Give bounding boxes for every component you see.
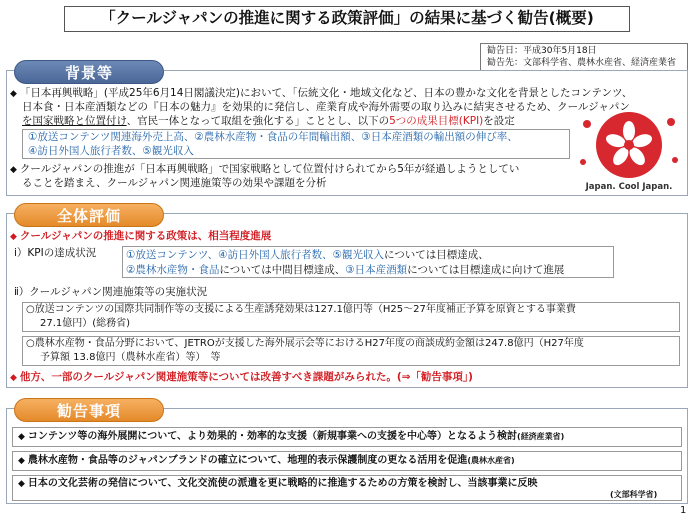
background-tab: 背景等 [14,60,164,84]
overall-headline: ◆ クールジャパンの推進に関する政策は、相当程度進展 [10,230,272,242]
measure-1-line-2: 27.1億円）(総務省) [40,318,131,329]
kpi-list-line-2: ④訪日外国人旅行者数、⑤観光収入 [28,145,194,157]
background-line-5: ることを踏まえ、クールジャパン関連施策等の効果や課題を分析 [22,177,327,189]
diamond-bullet-icon: ◆ [18,456,25,466]
kpi-status-label: ⅰ）KPIの達成状況 [14,247,97,259]
diamond-bullet-icon: ◆ [10,232,17,242]
recommendation-info-box [480,43,688,71]
background-line-3: を国家戦略と位置付け、官民一体となって取組を強化する」こととし、以下の5つの成果目標(KPI)を設定 [22,115,515,127]
overall-issue: ◆ 他方、一部のクールジャパン関連施策等については改善すべき課題がみられた。(⇒「勧告事項」) [10,371,473,383]
recommendation-recipients: 勧告先：文部科学省、農林水産省、経済産業省 [487,58,677,68]
kpi-list-line-1: ①放送コンテンツ関連海外売上高、②農林水産物・食品の年間輸出額、③日本産酒類の輸出額の伸び率、 [28,131,518,143]
measure-1-line-1: ○放送コンテンツの国際共同制作等の支援による生産誘発効果は127.1億円等（H25～27年度補正予算を原資とする事業費 [26,304,576,315]
recommendation-3: ◆ 日本の文化芸術の発信について、文化交流使の派遣を更に戦略的に推進するための方策を検討し、当該事業に反映 [18,478,538,489]
circle-bullet-icon: ○ [26,304,35,315]
cherry-blossom-logo-icon [573,110,685,180]
diamond-bullet-icon: ◆ [18,479,25,489]
recommendation-1: ◆ コンテンツ等の海外展開について、より効果的・効率的な支援（新規事業への支援を中心等）となるよう検討(経済産業省) [18,431,565,442]
logo-caption: Japan. Cool Japan. [585,182,673,192]
background-line-2: 日本食・日本産酒類などの『日本の魅力』を効果的に発信し、産業育成や海外需要の取り込みに結実させるため、クールジャパン [22,101,630,113]
recommendation-date: 勧告日：平成30年5月18日 [487,46,597,56]
diamond-bullet-icon: ◆ [10,165,17,175]
circle-bullet-icon: ○ [26,338,35,349]
diamond-bullet-icon: ◆ [10,89,17,99]
cool-japan-logo [573,110,685,196]
measure-2-line-1: ○農林水産物・食品分野において、JETROが支援した海外展示会等におけるH27年度の商談成約金額は247.8億円（H27年度 [26,338,584,349]
overall-evaluation-tab: 全体評価 [14,203,164,227]
diamond-bullet-icon: ◆ [18,432,25,442]
diamond-bullet-icon: ◆ [10,373,17,383]
page-number: 1 [680,505,687,516]
recommendation-2: ◆ 農林水産物・食品等のジャパンブランドの確立について、地理的表示保護制度の更なる活用を促進(農林水産省) [18,455,515,466]
measures-label: ⅱ）クールジャパン関連施策等の実施状況 [14,286,208,298]
recommendations-tab: 勧告事項 [14,398,164,422]
recommendation-3-ministry: (文部科学省) [610,490,658,499]
background-line-4: ◆ クールジャパンの推進が「日本再興戦略」で国家戦略として位置付けられてから5年が経過しようとしてい [10,163,520,175]
kpi-status-row-2: ②農林水産物・食品については中間目標達成、③日本産酒類については目標達成に向けて進展 [126,264,565,276]
measure-2-line-2: 予算額 13.8億円（農林水産省）等） 等 [40,352,221,363]
background-line-1: ◆ 「日本再興戦略」(平成25年6月14日閣議決定)において、「伝統文化・地域文化など、日本の豊かな文化を背景としたコンテンツ、 [10,87,633,99]
page-title: 「クールジャパンの推進に関する政策評価」の結果に基づく勧告(概要) [64,6,630,32]
kpi-status-row-1: ①放送コンテンツ、④訪日外国人旅行者数、⑤観光収入については目標達成、 [126,249,489,261]
